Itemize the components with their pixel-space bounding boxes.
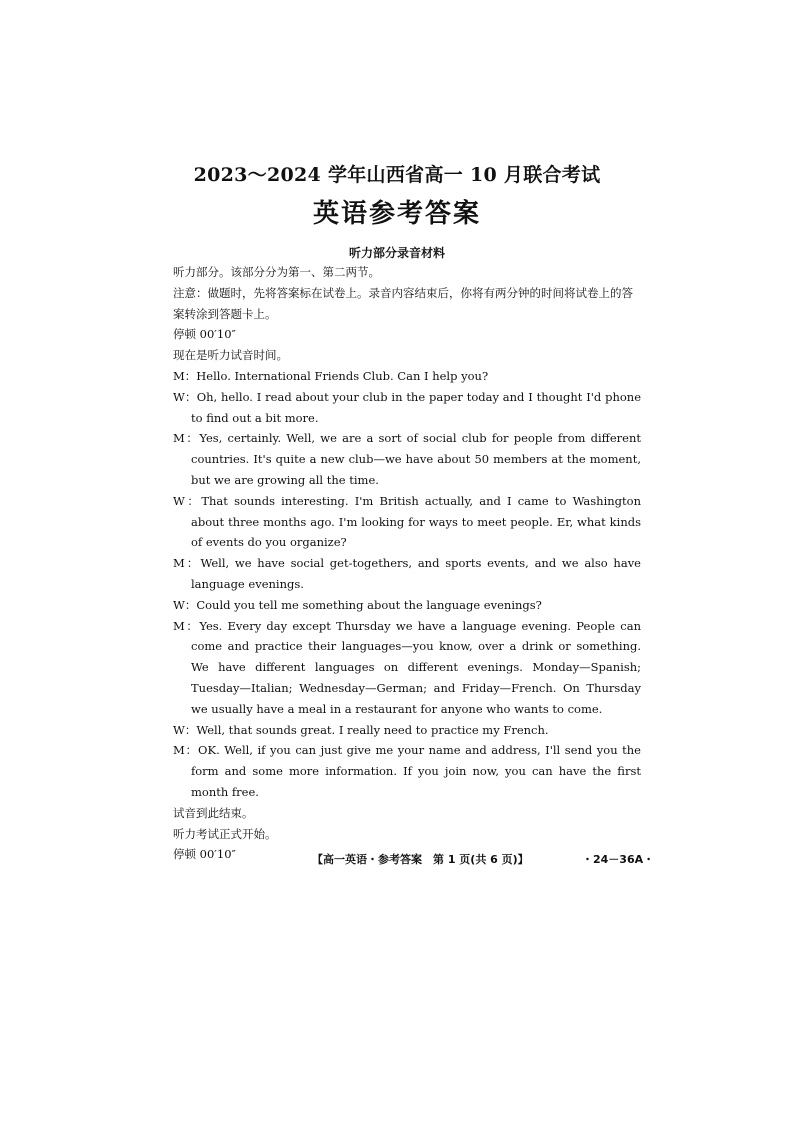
- dialogue-line: [173, 491, 641, 553]
- exam-start-line: 听力考试正式开始。: [173, 826, 277, 841]
- speaker-label: M：: [173, 618, 200, 633]
- page-footer-code: ・24－36A・: [582, 853, 655, 866]
- dialogue-text: OK. Well, if you can just give me your name and address, I'll send you the form and some more information. If you join now, you can have the first month free.: [191, 743, 641, 799]
- dialogue-line: [173, 616, 641, 720]
- intro-line: 听力部分。该部分分为第一、第二两节。: [173, 265, 380, 279]
- dialogue-line: [173, 720, 641, 741]
- dialogue-text: That sounds interesting. I'm British actually, and I came to Washington about three months ago. I'm looking for ways to meet people. Er, what kinds of events do you organize?: [191, 493, 641, 550]
- transcript-body: [173, 262, 641, 865]
- speaker-label: M：: [173, 556, 201, 571]
- speaker-label: M：: [173, 431, 200, 446]
- speaker-label: M：: [173, 368, 197, 383]
- exam-title: 2023～2024 学年山西省高一 10 月联合考试: [193, 164, 601, 186]
- dialogue-text: Oh, hello. I read about your club in the paper today and I thought I'd phone to find out a bit more.: [191, 389, 642, 425]
- speaker-label: W：: [173, 493, 202, 508]
- pause-marker: 停顿 00′10″: [173, 327, 236, 342]
- dialogue-text: Well, we have social get-togethers, and sports events, and we also have language evenings.: [191, 556, 641, 591]
- dialogue-text: Yes, certainly. Well, we are a sort of social club for people from different countries. It's quite a new club—we have about 50 members at the moment, but we are growing all the time.: [191, 431, 641, 487]
- dialogue-text: Well, that sounds great. I really need to practice my French.: [196, 722, 549, 737]
- speaker-label: W：: [173, 722, 197, 737]
- dialogue-line: [173, 366, 641, 387]
- speaker-label: M：: [173, 743, 199, 758]
- dialogue-text: Hello. International Friends Club. Can I help you?: [196, 368, 489, 383]
- dialogue-text: Yes. Every day except Thursday we have a language evening. People can come and practice their languages—you know, over a drink or something. We have different languages on different evenings. Monday—Spanish; Tuesday—Italian; Wednesday—German; and Friday—French. On Thursday we usually have a meal in a restaurant for anyone who wants to come.: [191, 618, 641, 716]
- document-title: 英语参考答案: [312, 199, 481, 229]
- section-heading: 听力部分录音材料: [348, 246, 445, 260]
- dialogue-line: [173, 595, 641, 616]
- dialogue-line: [173, 740, 641, 802]
- page-footer-info: 【高一英语・参考答案 第 1 页(共 6 页)】: [312, 853, 529, 866]
- dialogue-line: [173, 428, 641, 490]
- pause-marker: 停顿 00′10″: [173, 847, 236, 862]
- trial-start-line: 现在是听力试音时间。: [173, 348, 288, 363]
- trial-end-line: 试音到此结束。: [173, 805, 254, 820]
- dialogue-line: [173, 387, 641, 429]
- dialogue-line: [173, 553, 641, 595]
- speaker-label: W：: [173, 389, 197, 404]
- dialogue-text: Could you tell me something about the language evenings?: [196, 597, 542, 612]
- speaker-label: W：: [173, 597, 197, 612]
- instructions-note: 注意：做题时，先将答案标在试卷上。录音内容结束后，你将有两分钟的时间将试卷上的答案转涂到答题卡上。: [173, 285, 633, 321]
